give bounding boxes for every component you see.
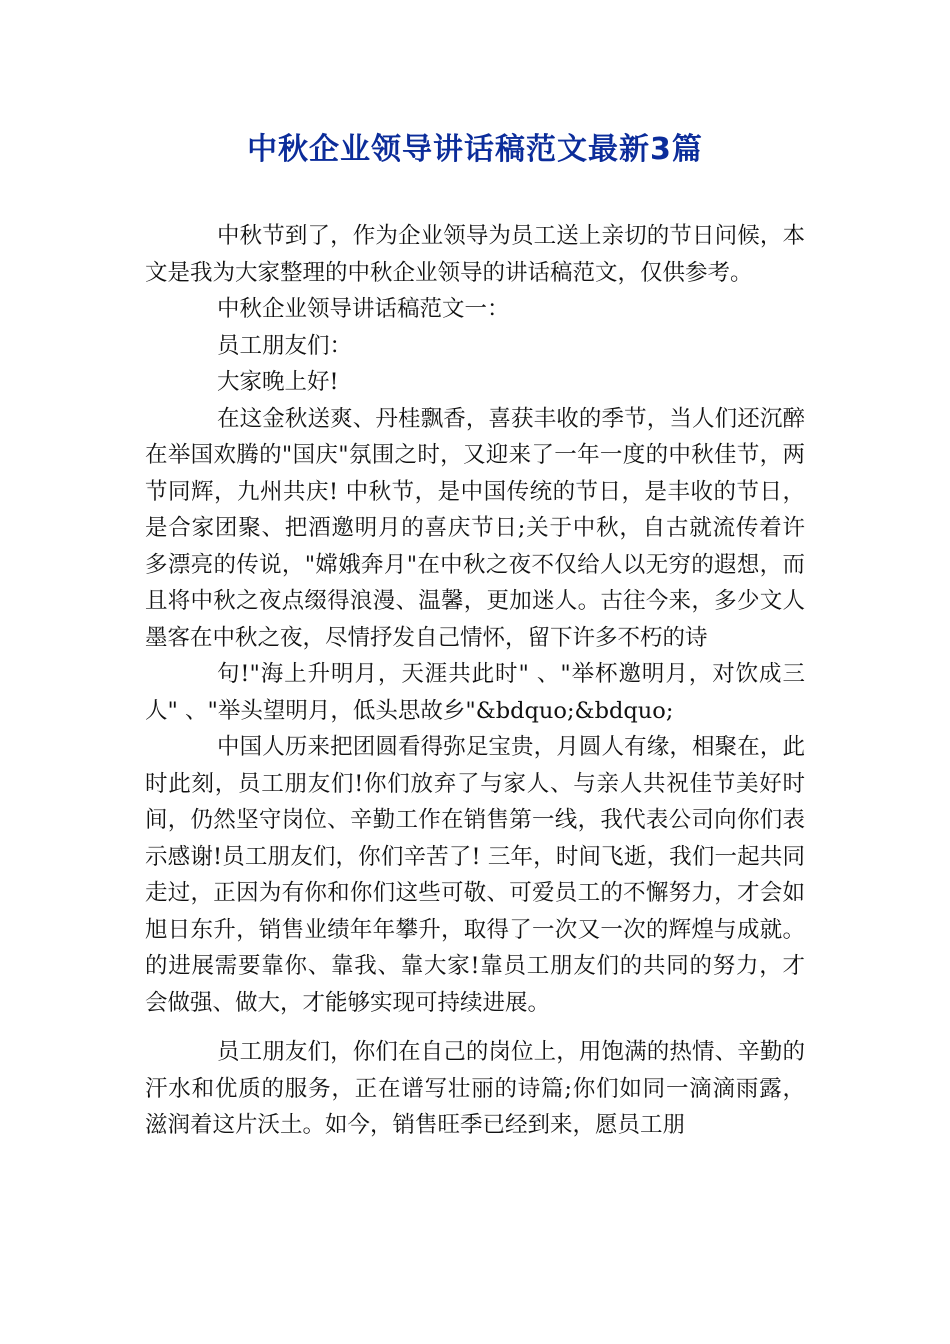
- paragraph-greeting: 大家晚上好!: [217, 369, 339, 395]
- document-title: 中秋企业领导讲话稿范文最新3篇: [247, 132, 703, 167]
- paragraph-section-heading: 中秋企业领导讲话稿范文一：: [217, 296, 510, 322]
- paragraph-poems: 句!"海上升明月，天涯共此时" 、"举杯邀明月，对饮成三人" 、"举头望明月，低头思故乡"&bdquo;&bdquo;: [145, 661, 805, 724]
- paragraph-thanks: 中国人历来把团圆看得弥足宝贵，月圆人有缘，相聚在，此时此刻，员工朋友们!你们放弃了与家人、与亲人共祝佳节美好时间，仍然坚守岗位、辛勤工作在销售第一线，我代表公司向你们表示感谢!员工朋友们，你们辛苦了! 三年，时间飞逝，我们一起共同走过，正因为有你和你们这些可敬、可爱员工的不懈努力，才会如旭日东升，销售业绩年年攀升，取得了一次又一次的辉煌与成就。的进展需要靠你、靠我、靠大家!靠员工朋友们的共同的努力，才会做强、做大，才能够实现可持续进展。: [145, 734, 805, 1016]
- paragraph-intro: 中秋节到了，作为企业领导为员工送上亲切的节日问候，本文是我为大家整理的中秋企业领导的讲话稿范文，仅供参考。: [145, 223, 805, 286]
- paragraph-mid-autumn-intro: 在这金秋送爽、丹桂飘香，喜获丰收的季节，当人们还沉醉在举国欢腾的"国庆"氛围之时，又迎来了一年一度的中秋佳节，两节同辉，九州共庆! 中秋节，是中国传统的节日，是丰收的节日，是合家团聚、把酒邀明月的喜庆节日;关于中秋，自古就流传着许多漂亮的传说，"嫦娥奔月"在中秋之夜不仅给人以无穷的遐想，而且将中秋之夜点缀得浪漫、温馨，更加迷人。古往今来，多少文人墨客在中秋之夜，尽情抒发自己情怀，留下许多不朽的诗: [145, 405, 805, 651]
- paragraph-salutation: 员工朋友们：: [217, 332, 353, 359]
- paragraph-closing: 员工朋友们，你们在自己的岗位上，用饱满的热情、辛勤的汗水和优质的服务，正在谱写壮丽的诗篇;你们如同一滴滴雨露，滋润着这片沃土。如今，销售旺季已经到来，愿员工朋: [145, 1039, 805, 1138]
- document-body: [145, 218, 805, 1144]
